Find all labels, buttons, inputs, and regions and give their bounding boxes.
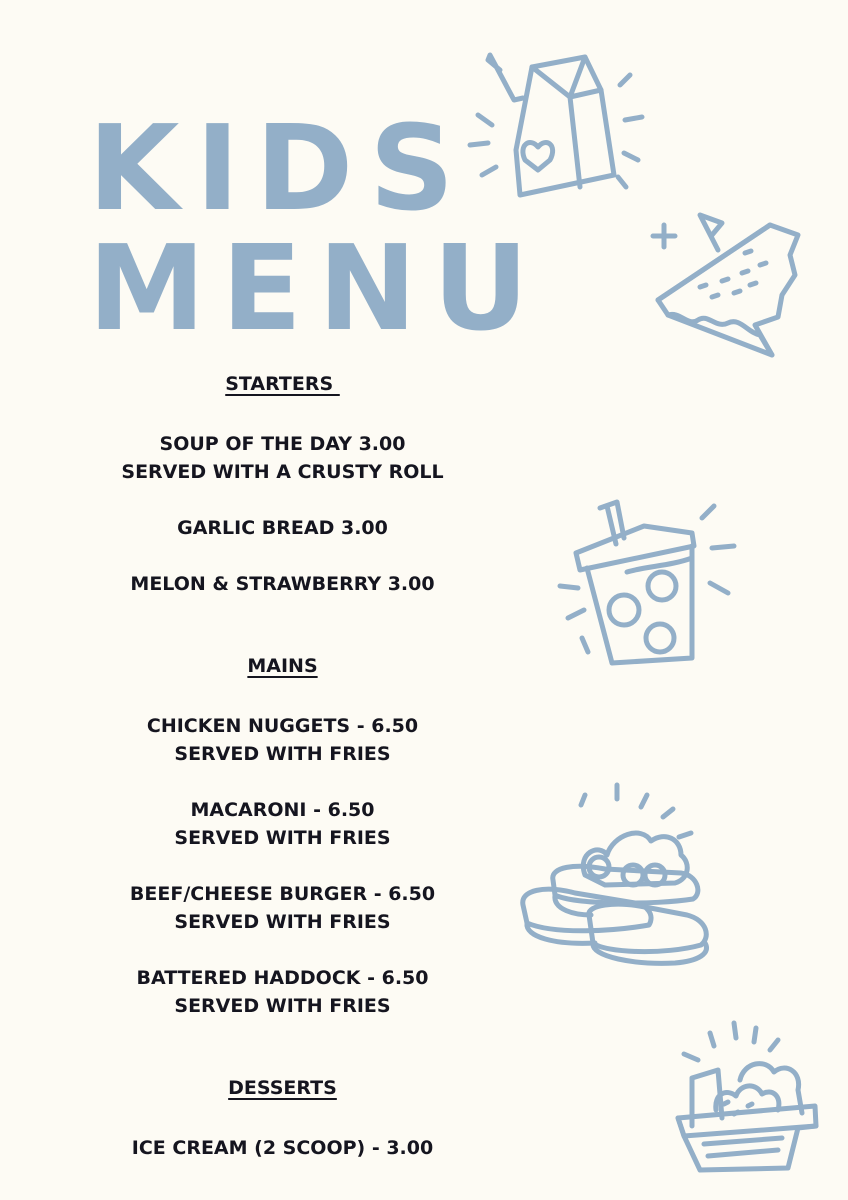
section-desserts [100, 1074, 465, 1162]
sandwich-icon [650, 205, 810, 360]
item-name: BEEF/CHEESE BURGER - 6.50 [129, 883, 436, 905]
item-note: SERVED WITH FRIES [174, 743, 391, 765]
menu-item-burger [100, 880, 465, 936]
milk-carton-icon [460, 45, 650, 220]
item-note: SERVED WITH FRIES [174, 911, 391, 933]
menu-item-soup [100, 430, 465, 486]
menu-item-garlic-bread [100, 514, 465, 542]
item-note: SERVED WITH FRIES [174, 827, 391, 849]
menu-item-haddock [100, 964, 465, 1020]
title-line-menu: MENU [88, 219, 545, 357]
title-line-kids: KIDS [88, 99, 471, 237]
item-name: GARLIC BREAD 3.00 [177, 517, 388, 539]
item-name: MACARONI - 6.50 [190, 799, 375, 821]
bubble-tea-icon [552, 488, 742, 678]
item-note: SERVED WITH A CRUSTY ROLL [121, 461, 444, 483]
item-name: BATTERED HADDOCK - 6.50 [136, 967, 429, 989]
section-starters [100, 370, 465, 598]
pancakes-icon [515, 775, 720, 975]
menu-item-melon [100, 570, 465, 598]
menu-list [100, 370, 465, 1162]
section-mains [100, 652, 465, 1020]
item-name: SOUP OF THE DAY 3.00 [159, 433, 406, 455]
menu-item-macaroni [100, 796, 465, 852]
section-heading-mains: MAINS [247, 655, 318, 677]
item-name: ICE CREAM (2 SCOOP) - 3.00 [131, 1137, 434, 1159]
menu-item-ice-cream [100, 1134, 465, 1162]
section-heading-starters: STARTERS [225, 373, 340, 395]
menu-item-chicken-nuggets [100, 712, 465, 768]
item-note: SERVED WITH FRIES [174, 995, 391, 1017]
fries-basket-icon [670, 1018, 828, 1178]
item-name: MELON & STRAWBERRY 3.00 [130, 573, 435, 595]
item-name: CHICKEN NUGGETS - 6.50 [146, 715, 419, 737]
section-heading-desserts: DESSERTS [228, 1077, 337, 1099]
